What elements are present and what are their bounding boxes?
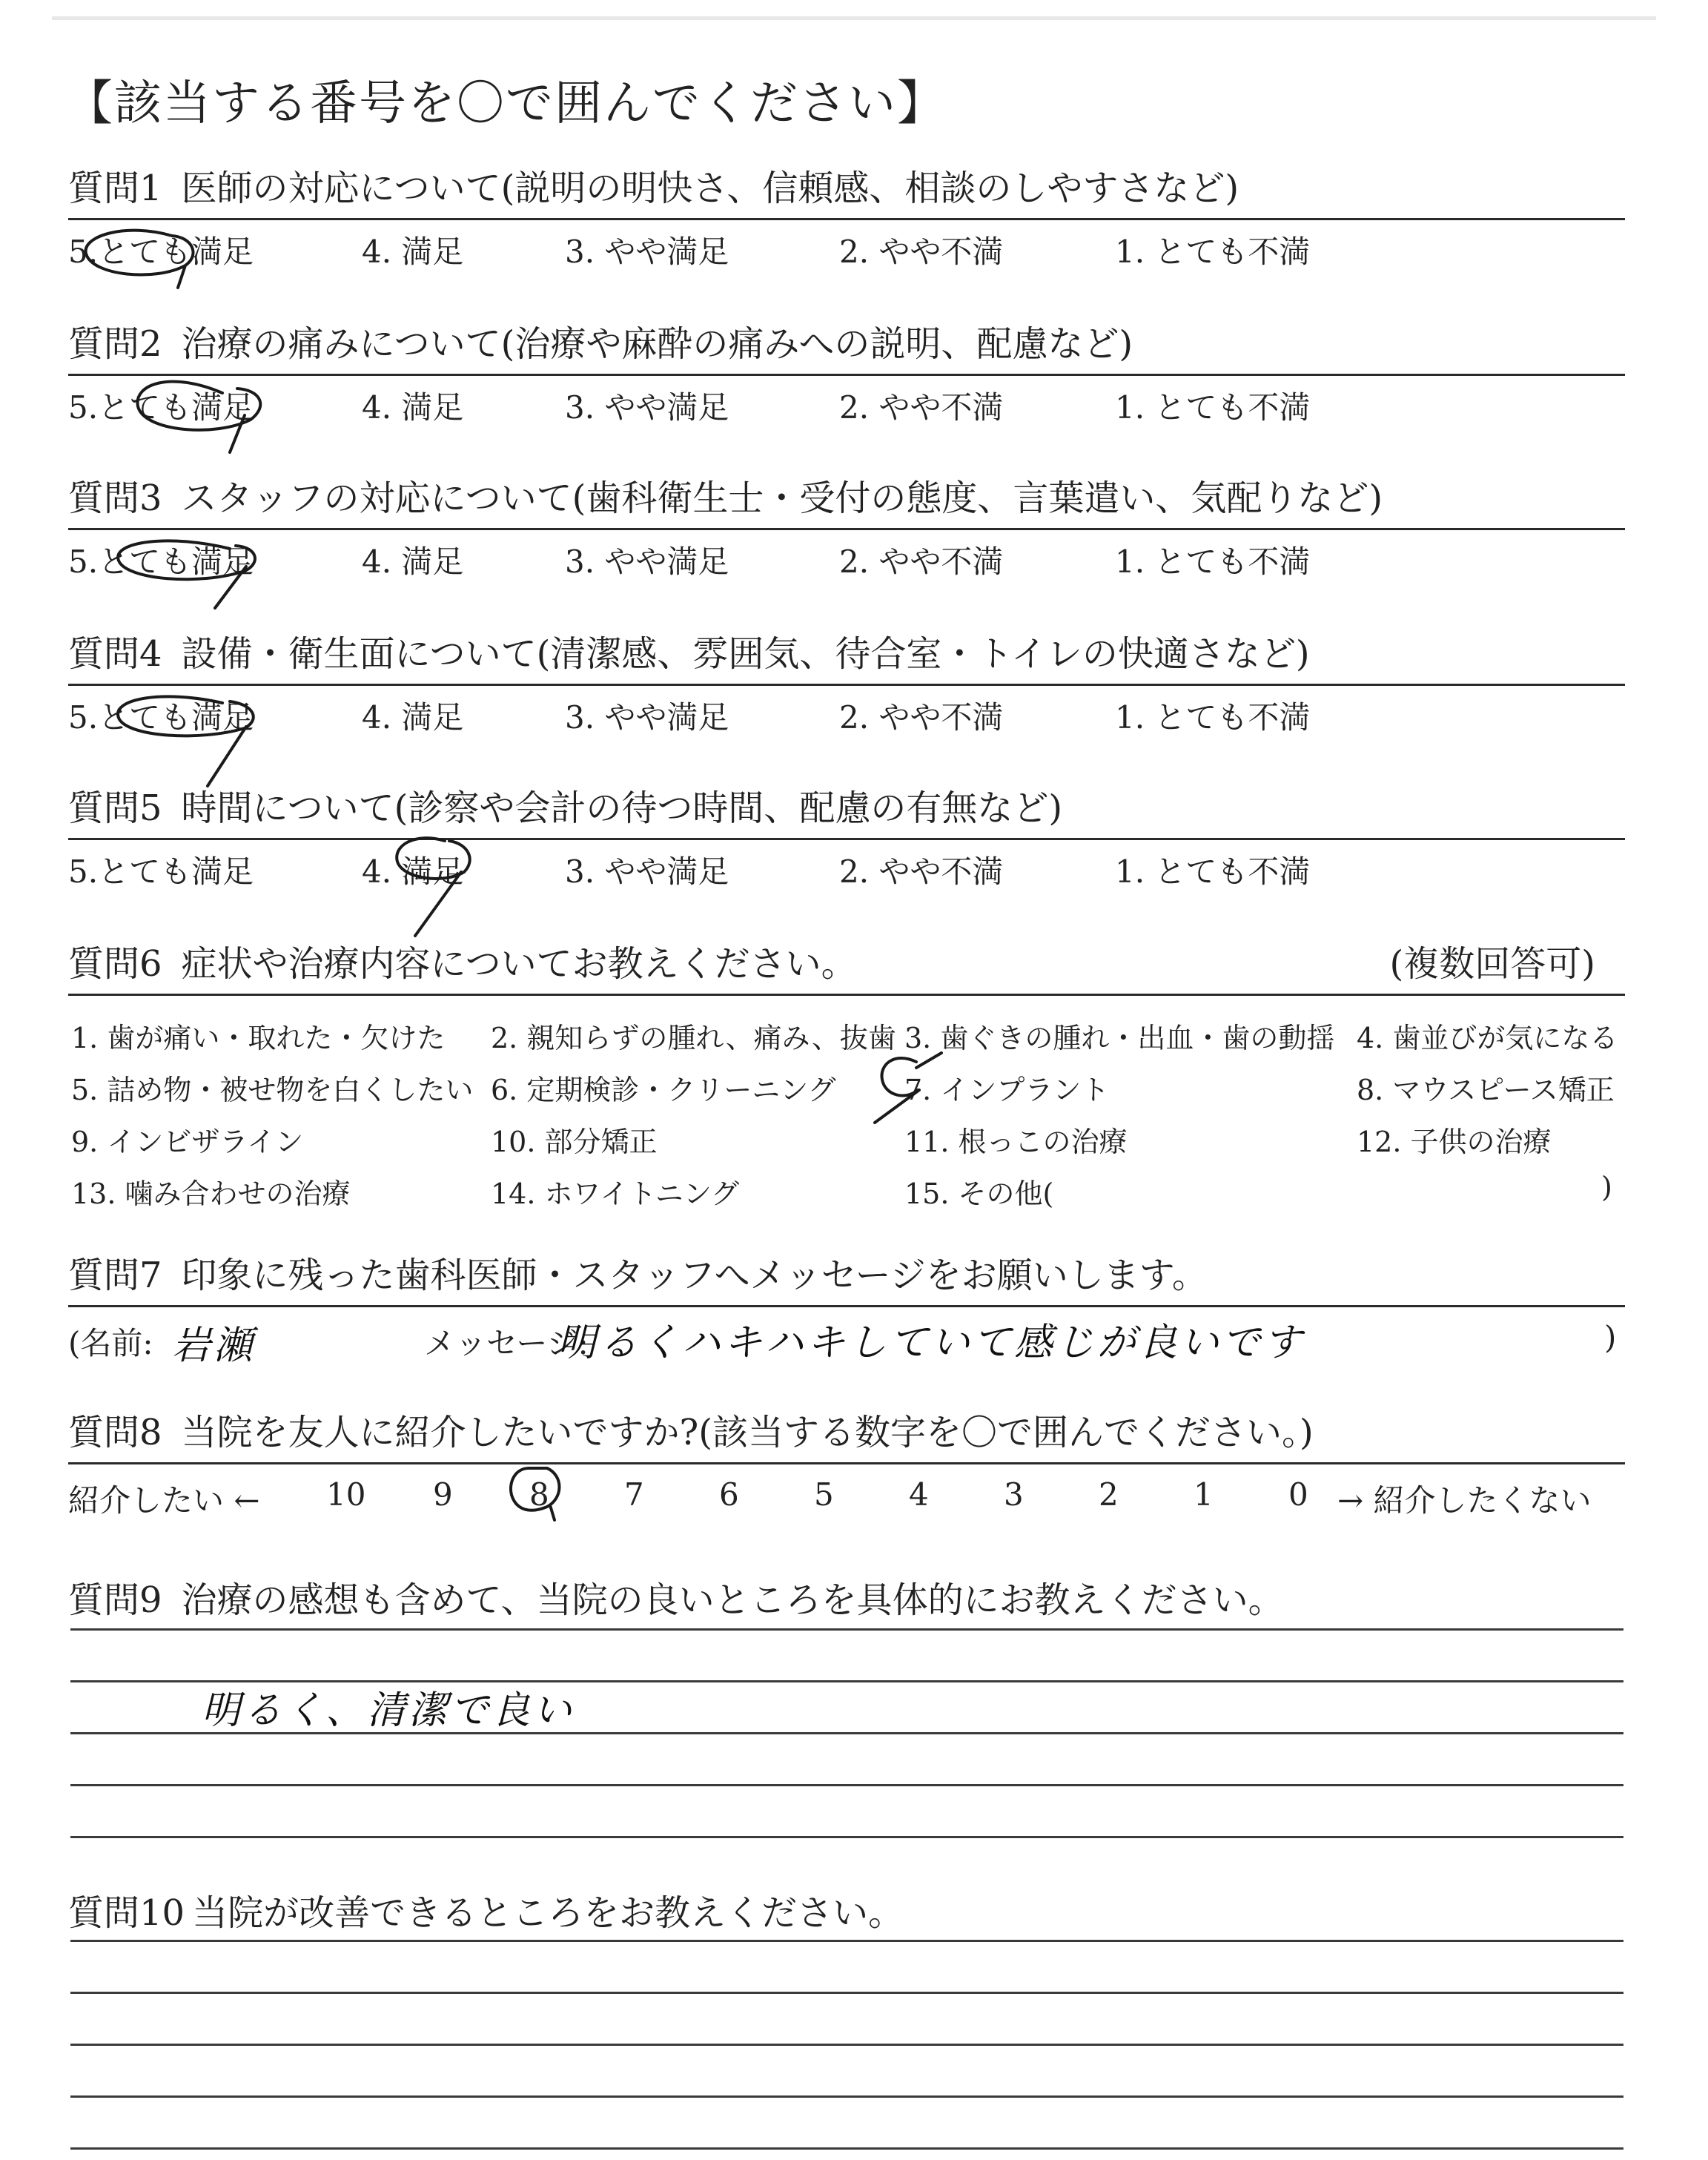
rating-option-3[interactable]: 3. やや満足 xyxy=(565,853,729,890)
treatment-option[interactable]: 6. 定期検診・クリーニング xyxy=(491,1074,836,1106)
rating-option-4[interactable]: 4. 満足 xyxy=(362,389,464,426)
handwritten-message[interactable]: 明るくハキハキしていて感じが良いです xyxy=(557,1321,1305,1365)
treatment-option[interactable]: 11. 根っこの治療 xyxy=(904,1126,1128,1158)
question-number: 質問7 xyxy=(68,1255,162,1296)
rating-option-2[interactable]: 2. やや不満 xyxy=(839,389,1004,426)
rating-option-2[interactable]: 2. やや不満 xyxy=(839,544,1004,580)
multiple-answers-note: (複数回答可) xyxy=(1389,943,1595,985)
question-text: 当院が改善できるところをお教えください。 xyxy=(192,1892,904,1934)
question-text: 当院を友人に紹介したいですか?(該当する数字を〇で囲んでください。) xyxy=(181,1412,1314,1453)
rating-option-2[interactable]: 2. やや不満 xyxy=(839,234,1004,270)
rating-option-4[interactable]: 4. 満足 xyxy=(362,699,464,736)
question-text: 症状や治療内容についてお教えください。 xyxy=(181,943,857,985)
rating-circle-q2 xyxy=(138,382,261,452)
question-text: 治療の感想も含めて、当院の良いところを具体的にお教えください。 xyxy=(181,1579,1284,1621)
other-close-paren: ) xyxy=(1601,1171,1612,1203)
rating-option-3[interactable]: 3. やや満足 xyxy=(565,544,729,580)
question-number: 質問2 xyxy=(68,323,162,365)
rating-option-1[interactable]: 1. とても不満 xyxy=(1115,389,1311,426)
rating-option-5[interactable]: 5.とても満足 xyxy=(68,853,254,890)
scale-right-label: → 紹介したくない xyxy=(1337,1482,1592,1519)
question-text: スタッフの対応について(歯科衛生士・受付の態度、言葉遣い、気配りなど) xyxy=(181,478,1383,519)
scale-value[interactable]: 5 xyxy=(814,1476,834,1513)
question-number: 質問6 xyxy=(68,943,162,985)
treatment-option[interactable]: 7. インプラント xyxy=(904,1074,1110,1106)
treatment-option[interactable]: 13. 噛み合わせの治療 xyxy=(71,1178,351,1210)
question-number: 質問8 xyxy=(68,1412,162,1453)
scale-value[interactable]: 8 xyxy=(529,1476,549,1513)
treatment-option[interactable]: 12. 子供の治療 xyxy=(1357,1126,1552,1158)
rating-option-3[interactable]: 3. やや満足 xyxy=(565,699,729,736)
rating-option-5[interactable]: 5.とても満足 xyxy=(68,234,254,270)
rating-circle-q1 xyxy=(86,231,193,288)
rating-option-3[interactable]: 3. やや満足 xyxy=(565,234,729,270)
treatment-option[interactable]: 1. 歯が痛い・取れた・欠けた xyxy=(71,1022,446,1054)
rating-option-2[interactable]: 2. やや不満 xyxy=(839,853,1004,890)
scale-value[interactable]: 10 xyxy=(326,1476,366,1513)
scale-value[interactable]: 9 xyxy=(433,1476,453,1513)
question-text: 治療の痛みについて(治療や麻酔の痛みへの説明、配慮など) xyxy=(181,323,1133,365)
question-text: 医師の対応について(説明の明快さ、信頼感、相談のしやすさなど) xyxy=(181,168,1239,209)
rating-option-5[interactable]: 5.とても満足 xyxy=(68,389,254,426)
treatment-option[interactable]: 3. 歯ぐきの腫れ・出血・歯の動揺 xyxy=(904,1022,1335,1054)
scale-value[interactable]: 6 xyxy=(719,1476,739,1513)
scale-circle-8 xyxy=(511,1468,560,1520)
rating-option-3[interactable]: 3. やや満足 xyxy=(565,389,729,426)
treatment-option[interactable]: 15. その他( xyxy=(904,1178,1054,1210)
treatment-option[interactable]: 5. 詰め物・被せ物を白くしたい xyxy=(71,1074,474,1106)
scale-value[interactable]: 1 xyxy=(1194,1476,1214,1513)
rating-option-4[interactable]: 4. 満足 xyxy=(362,544,464,580)
handwritten-good-points[interactable]: 明るく、清潔で良い xyxy=(202,1688,575,1733)
rating-option-1[interactable]: 1. とても不満 xyxy=(1115,699,1311,736)
rating-option-4[interactable]: 4. 満足 xyxy=(362,853,464,890)
treatment-option[interactable]: 14. ホワイトニング xyxy=(491,1178,740,1210)
scale-left-label: 紹介したい ← xyxy=(68,1482,260,1519)
treatment-option[interactable]: 8. マウスピース矯正 xyxy=(1357,1074,1615,1106)
scale-value[interactable]: 7 xyxy=(624,1476,644,1513)
rating-circle-q3 xyxy=(118,541,255,608)
question-text: 設備・衛生面について(清潔感、雰囲気、待合室・トイレの快適さなど) xyxy=(181,633,1310,675)
rating-option-4[interactable]: 4. 満足 xyxy=(362,234,464,270)
treatment-option[interactable]: 4. 歯並びが気になる xyxy=(1357,1022,1618,1054)
question-number: 質問5 xyxy=(68,787,162,829)
question-number: 質問9 xyxy=(68,1579,162,1621)
rating-option-5[interactable]: 5.とても満足 xyxy=(68,544,254,580)
treatment-option[interactable]: 9. インビザライン xyxy=(71,1126,304,1158)
rating-option-2[interactable]: 2. やや不満 xyxy=(839,699,1004,736)
rating-option-1[interactable]: 1. とても不満 xyxy=(1115,544,1311,580)
question-number: 質問3 xyxy=(68,478,162,519)
scale-value[interactable]: 2 xyxy=(1099,1476,1119,1513)
name-label: (名前: xyxy=(68,1325,153,1361)
rating-option-5[interactable]: 5.とても満足 xyxy=(68,699,254,736)
rating-circle-q5 xyxy=(397,838,469,936)
question-text: 印象に残った歯科医師・スタッフへメッセージをお願いします。 xyxy=(181,1255,1208,1296)
treatment-option[interactable]: 2. 親知らずの腫れ、痛み、抜歯 xyxy=(491,1022,896,1054)
scale-value[interactable]: 3 xyxy=(1004,1476,1024,1513)
question-text: 時間について(診察や会計の待つ時間、配慮の有無など) xyxy=(181,787,1063,829)
scale-value[interactable]: 0 xyxy=(1288,1476,1308,1513)
rating-option-1[interactable]: 1. とても不満 xyxy=(1115,853,1311,890)
treatment-circle-7 xyxy=(875,1053,941,1123)
message-close-paren: ) xyxy=(1604,1319,1617,1355)
treatment-option[interactable]: 10. 部分矯正 xyxy=(491,1126,658,1158)
rating-option-1[interactable]: 1. とても不満 xyxy=(1115,234,1311,270)
rating-circle-q4 xyxy=(118,696,254,786)
handwritten-name[interactable]: 岩瀬 xyxy=(172,1324,256,1368)
question-number: 質問10 xyxy=(68,1892,185,1934)
question-number: 質問4 xyxy=(68,633,162,675)
page-title: 【該当する番号を〇で囲んでください】 xyxy=(65,76,946,131)
message-label: メッセージ: xyxy=(424,1325,589,1361)
question-number: 質問1 xyxy=(68,168,162,209)
scale-value[interactable]: 4 xyxy=(909,1476,929,1513)
